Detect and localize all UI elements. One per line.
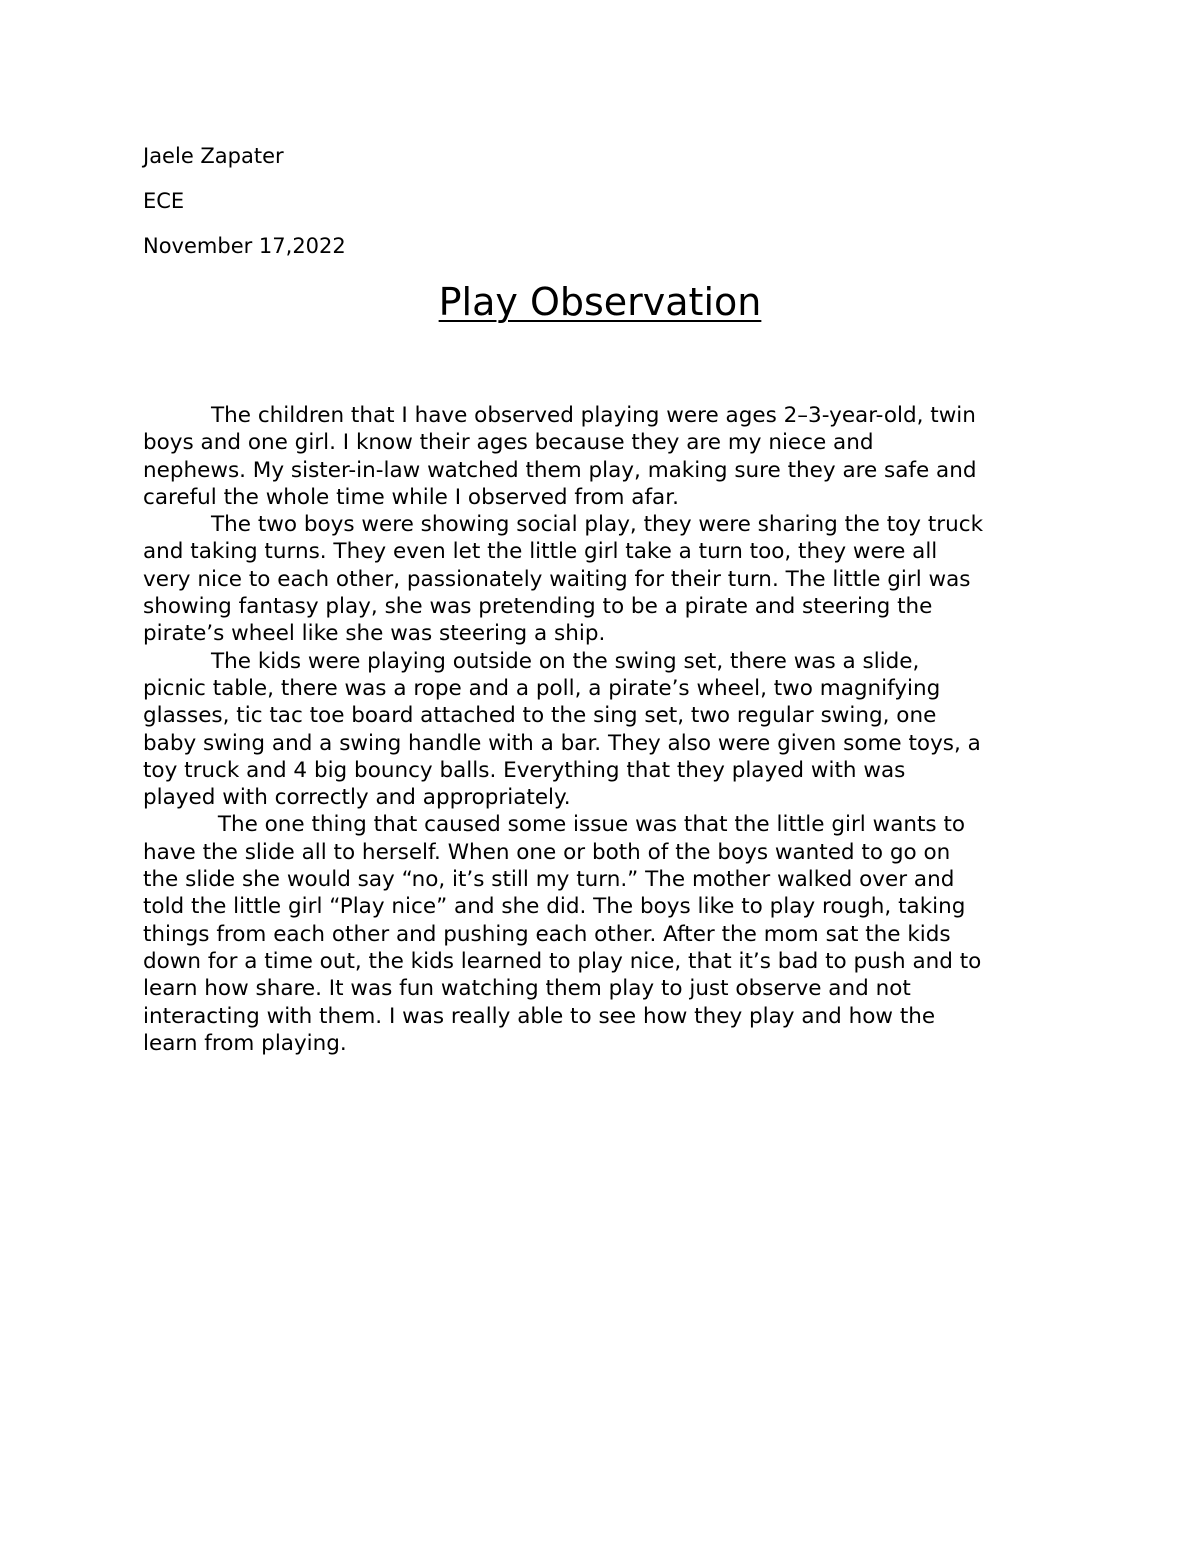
paragraph-line: the slide she would say “no, it’s still my turn.” The mother walked over and — [143, 867, 955, 893]
document-body — [143, 402, 1103, 1057]
paragraph-1 — [143, 402, 1103, 511]
author-name: Jaele Zapater — [143, 144, 284, 168]
paragraph-line: The kids were playing outside on the swing set, there was a slide, — [211, 648, 920, 674]
paragraph-line: learn from playing. — [143, 1030, 347, 1056]
document-title: Play Observation — [438, 280, 762, 324]
paragraph-line: interacting with them. I was really able to see how they play and how the — [143, 1003, 936, 1029]
paragraph-line: things from each other and pushing each other. After the mom sat the kids — [143, 921, 951, 947]
paragraph-line: glasses, tic tac toe board attached to the sing set, two regular swing, one — [143, 703, 937, 729]
paragraph-line: played with correctly and appropriately. — [143, 785, 571, 811]
paragraph-line: careful the whole time while I observed from afar. — [143, 484, 679, 510]
course-name: ECE — [143, 189, 185, 213]
paragraph-line: baby swing and a swing handle with a bar. They also were given some toys, a — [143, 730, 981, 756]
paragraph-line: told the little girl “Play nice” and she did. The boys like to play rough, taking — [143, 894, 966, 920]
paragraph-4 — [143, 811, 1103, 1057]
paragraph-line: showing fantasy play, she was pretending to be a pirate and steering the — [143, 594, 933, 620]
paragraph-line: The two boys were showing social play, they were sharing the toy truck — [211, 512, 984, 538]
paragraph-line: The children that I have observed playing were ages 2–3-year-old, twin — [211, 403, 976, 428]
paragraph-line: have the slide all to herself. When one or both of the boys wanted to go on — [143, 839, 951, 865]
paragraph-line: and taking turns. They even let the little girl take a turn too, they were all — [143, 539, 938, 565]
paragraph-line: boys and one girl. I know their ages because they are my niece and — [143, 430, 874, 456]
paragraph-line: nephews. My sister-in-law watched them play, making sure they are safe and — [143, 457, 977, 483]
paragraph-line: picnic table, there was a rope and a poll, a pirate’s wheel, two magnifying — [143, 675, 941, 701]
paragraph-line: down for a time out, the kids learned to play nice, that it’s bad to push and to — [143, 948, 982, 974]
document-date: November 17,2022 — [143, 234, 346, 258]
paragraph-line: learn how share. It was fun watching them play to just observe and not — [143, 976, 911, 1002]
paragraph-line: pirate’s wheel like she was steering a ship. — [143, 621, 606, 647]
paragraph-2 — [143, 511, 1103, 647]
paragraph-line: The one thing that caused some issue was that the little girl wants to — [211, 812, 966, 838]
paragraph-line: very nice to each other, passionately waiting for their turn. The little girl was — [143, 566, 971, 592]
paragraph-3 — [143, 648, 1103, 812]
paragraph-line: toy truck and 4 big bouncy balls. Everything that they played with was — [143, 757, 906, 783]
